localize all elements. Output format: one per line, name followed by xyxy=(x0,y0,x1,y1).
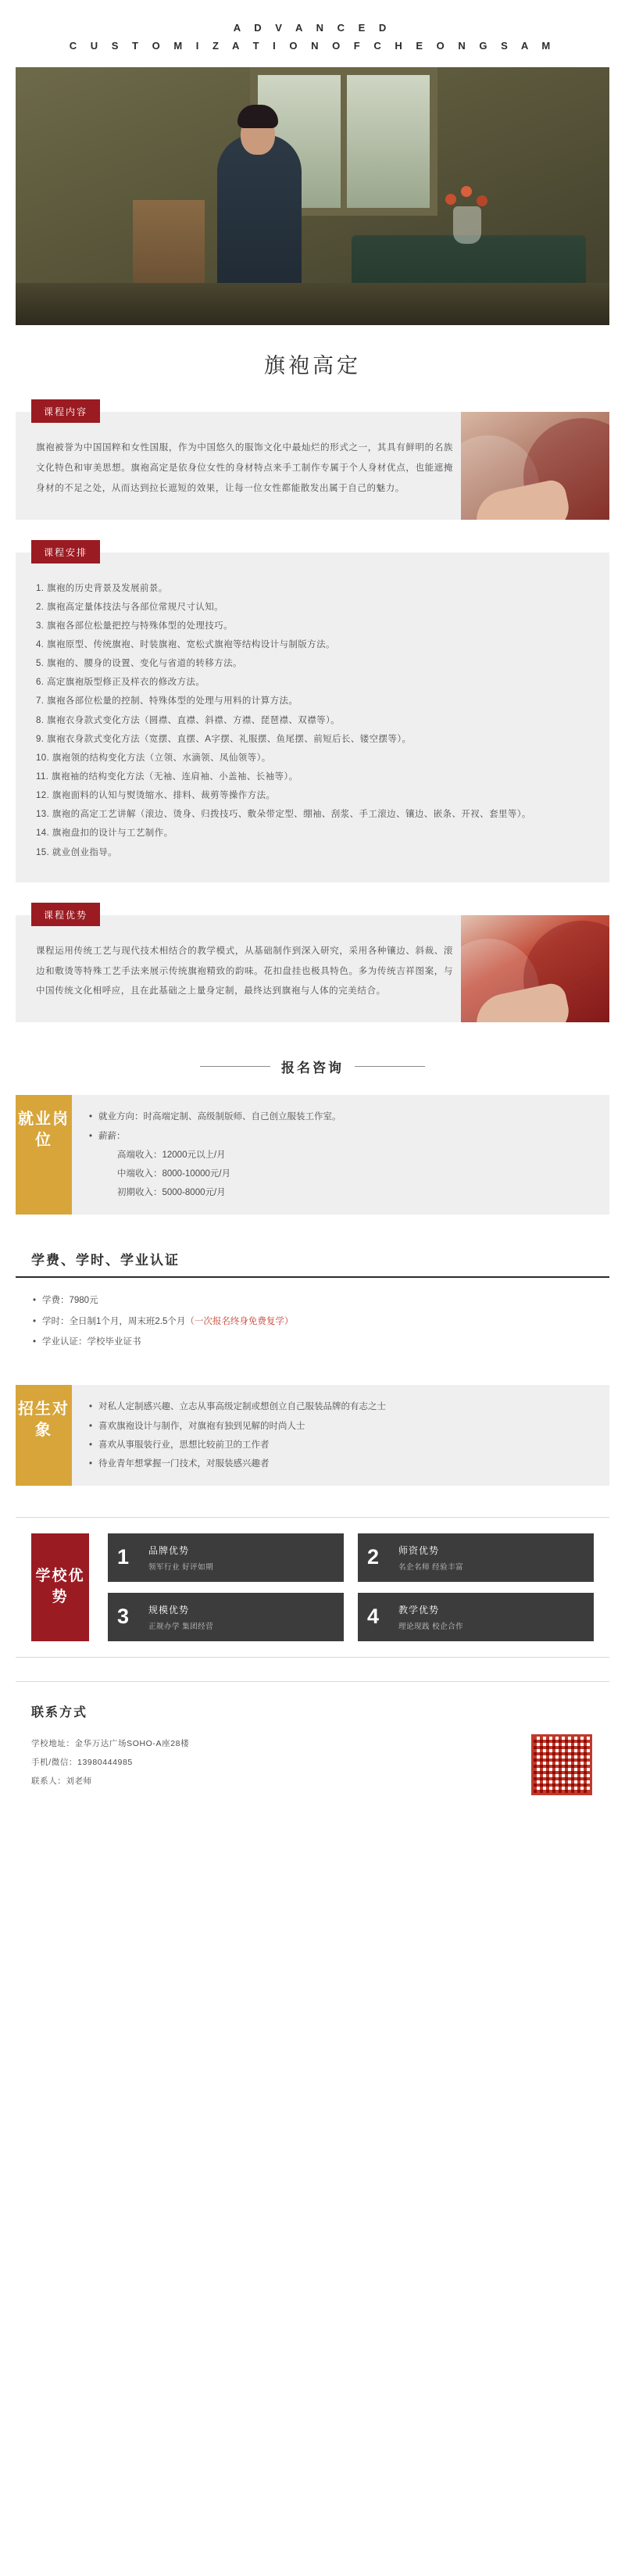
advantage-number: 3 xyxy=(117,1605,130,1629)
list-item: 12. 旗袍面料的认知与熨烫缩水、排料、裁剪等操作方法。 xyxy=(36,791,276,801)
list-item: 2. 旗袍高定量体技法与各部位常规尺寸认知。 xyxy=(36,602,224,612)
advantage-title: 品牌优势 xyxy=(148,1544,190,1556)
advantage-card xyxy=(108,1533,344,1582)
list-item: • 喜欢从事服装行业，思想比较前卫的工作者 xyxy=(89,1436,592,1454)
photo-red-cheongsam xyxy=(461,915,609,1023)
page-title: 旗袍高定 xyxy=(264,354,361,377)
photo-sewing-hands xyxy=(461,412,609,520)
list-item: • 待业青年想掌握一门技术，对服装感兴趣者 xyxy=(89,1454,592,1473)
contact-address: 学校地址：金华万达广场SOHO-A座28楼 xyxy=(31,1738,190,1748)
contact-phone: 手机/微信：13980444985 xyxy=(31,1758,133,1768)
advantage-number: 1 xyxy=(117,1545,130,1569)
salary-list xyxy=(89,1146,592,1202)
contact-section xyxy=(16,1681,609,1822)
fee-item-label: 学业认证：学校毕业证书 xyxy=(42,1336,141,1347)
divider-right xyxy=(355,1066,425,1067)
list-item: 7. 旗袍各部位松量的控制、特殊体型的处理与用料的计算方法。 xyxy=(36,696,298,707)
fee-body xyxy=(16,1278,609,1365)
target-body xyxy=(72,1385,609,1486)
list-item: 3. 旗袍各部位松量把控与特殊体型的处理技巧。 xyxy=(36,621,233,631)
list-item: • 对私人定制感兴趣、立志从事高级定制或想创立自己服装品牌的有志之士 xyxy=(89,1397,592,1416)
qr-code-icon xyxy=(531,1734,592,1795)
fee-section-head xyxy=(16,1249,609,1278)
employment-body xyxy=(72,1095,609,1215)
list-item: 6. 高定旗袍版型修正及样衣的修改方法。 xyxy=(36,678,205,688)
list-item: 初期收入：5000-8000元/月 xyxy=(117,1187,226,1197)
advantage-card xyxy=(358,1593,594,1641)
advantage-number: 2 xyxy=(367,1545,380,1569)
advantage-title: 教学优势 xyxy=(398,1604,440,1615)
list-item xyxy=(33,1290,592,1311)
fee-item-label: 学费：7980元 xyxy=(42,1296,98,1306)
advantage-title: 师资优势 xyxy=(398,1544,440,1556)
employment-label: 就业岗位 xyxy=(16,1095,72,1215)
course-schedule-body xyxy=(16,553,609,882)
course-advantage-body xyxy=(16,915,609,1023)
list-item: 15. 就业创业指导。 xyxy=(36,847,118,857)
poster-header xyxy=(0,0,625,56)
fee-item-extra: （一次报名终身免费复学） xyxy=(185,1316,294,1326)
header-line-2: C U S T O M I Z A T I O N O F C H E O N G S A M xyxy=(69,40,556,52)
advantage-sub: 理论现践 校企合作 xyxy=(398,1622,464,1631)
list-item: 9. 旗袍衣身款式变化方法（宽摆、直摆、A字摆、礼服摆、鱼尾摆、前短后长、镂空摆等）。 xyxy=(36,734,412,744)
target-row xyxy=(16,1385,609,1486)
list-item: 中端收入：8000-10000元/月 xyxy=(117,1168,231,1179)
advantage-sub: 名企名师 经验丰富 xyxy=(398,1562,464,1572)
floor-decor xyxy=(16,283,609,325)
course-content-paragraph: 旗袍被誉为中国国粹和女性国服，作为中国悠久的服饰文化中最灿烂的形式之一，其具有鲜明的名族文化特色和审美思想。旗袍高定是依身位女性的身材特点来手工制作专属于个人身材优点，也能遮掩身材的不足之处，从而达到拉长遮短的效果，让每一位女性都能散发出属于自己的魅力。 xyxy=(36,443,453,493)
course-content-body xyxy=(16,412,609,520)
list-item: 8. 旗袍衣身款式变化方法（圆襟、直襟、斜襟、方襟、琵琶襟、双襟等）。 xyxy=(36,715,341,725)
list-item: 1. 旗袍的历史背景及发展前景。 xyxy=(36,583,168,593)
tag-course-schedule: 课程安排 xyxy=(31,540,100,564)
tag-course-advantage: 课程优势 xyxy=(31,903,100,926)
list-item xyxy=(33,1311,592,1332)
advantage-number: 4 xyxy=(367,1605,380,1629)
school-advantage-grid xyxy=(108,1533,594,1641)
list-item: • 薪薪： xyxy=(89,1127,592,1146)
enrollment-title: 报名咨询 xyxy=(281,1061,344,1076)
divider-left xyxy=(200,1066,270,1067)
list-item: 11. 旗袍袖的结构变化方法（无袖、连肩袖、小盖袖、长袖等）。 xyxy=(36,772,298,782)
list-item: • 喜欢旗袍设计与制作，对旗袍有独到见解的时尚人士 xyxy=(89,1417,592,1436)
advantage-sub: 领军行业 好评如期 xyxy=(148,1562,214,1572)
hero-image xyxy=(16,67,609,325)
list-item: 14. 旗袍盘扣的设计与工艺制作。 xyxy=(36,828,173,839)
fee-item-label: 学时：全日制1个月，周末班2.5个月 xyxy=(42,1316,186,1326)
list-item: 高端收入：12000元以上/月 xyxy=(117,1150,226,1160)
contact-person: 联系人：刘老师 xyxy=(31,1776,92,1787)
list-item: 10. 旗袍领的结构变化方法（立领、水滴领、凤仙领等）。 xyxy=(36,753,271,763)
list-item: 5. 旗袍的、腰身的设置、变化与省道的转移方法。 xyxy=(36,659,242,669)
advantage-card xyxy=(108,1593,344,1641)
tag-course-content: 课程内容 xyxy=(31,399,100,423)
header-line-1: A D V A N C E D xyxy=(233,22,392,34)
fee-title: 学费、学时、学业认证 xyxy=(31,1253,180,1268)
schedule-list xyxy=(36,579,589,862)
list-item xyxy=(33,1332,592,1352)
contact-title: 联系方式 xyxy=(31,1705,88,1719)
list-item: 13. 旗袍的高定工艺讲解（滚边、烫身、归拨技巧、敷朵带定型、绷袖、刮浆、手工滚边、镶边、嵌条、开衩、套里等）。 xyxy=(36,810,531,820)
model-hair xyxy=(238,105,278,128)
advantage-sub: 正规办学 集团经营 xyxy=(148,1622,214,1631)
advantage-card xyxy=(358,1533,594,1582)
advantage-title: 规模优势 xyxy=(148,1604,190,1615)
target-label: 招生对象 xyxy=(16,1385,72,1486)
course-advantage-paragraph: 课程运用传统工艺与现代技术相结合的教学模式，从基础制作到深入研究，采用各种镶边、斜裁、滚边和敷烫等特殊工艺手法来展示传统旗袍精致的韵味。花扣盘挂也极具特色。多为传统吉祥图案，与中国传统文化相呼应，且在此基础之上量身定制，最终达到旗袍与人体的完美结合。 xyxy=(36,946,453,996)
enrollment-row xyxy=(16,1095,609,1215)
list-item: • 就业方向：时高端定制、高级制版师、自己创立服装工作室。 xyxy=(89,1107,592,1126)
school-advantage-section xyxy=(16,1517,609,1658)
enrollment-title-row xyxy=(16,1057,609,1076)
school-advantage-label: 学校优势 xyxy=(31,1533,89,1641)
list-item: 4. 旗袍原型、传统旗袍、时装旗袍、宽松式旗袍等结构设计与制版方法。 xyxy=(36,640,335,650)
flowers-decor xyxy=(444,184,494,213)
